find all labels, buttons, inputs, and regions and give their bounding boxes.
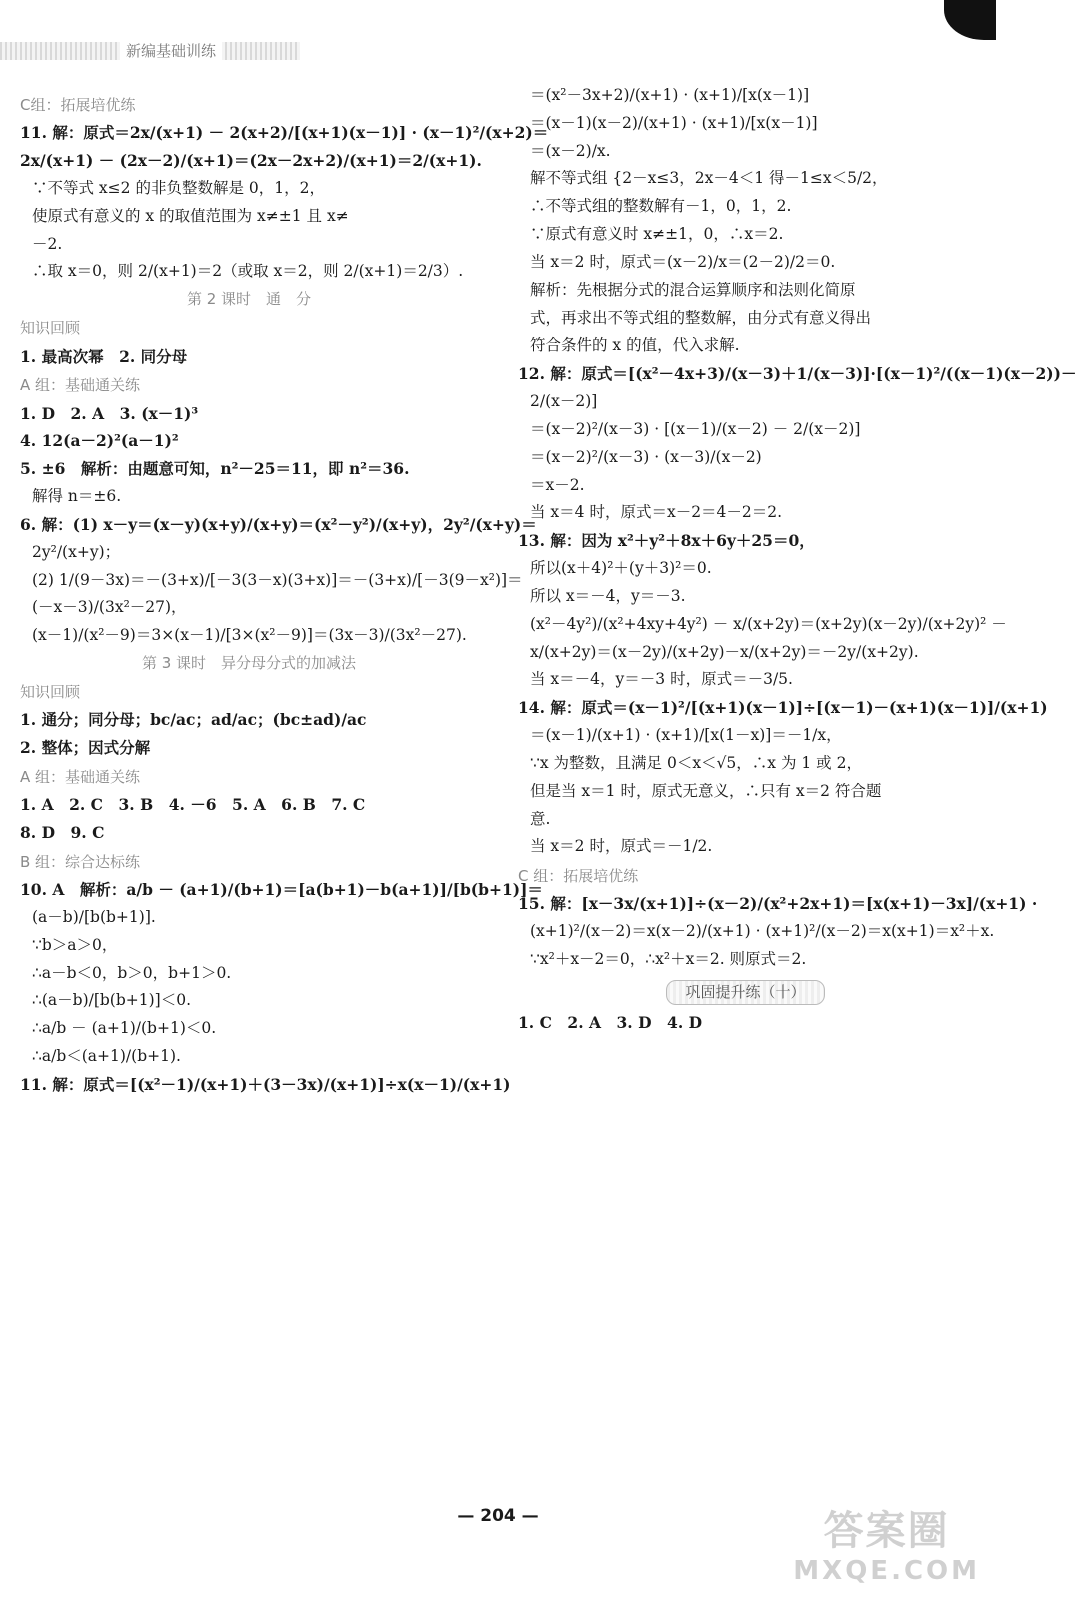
page-header <box>0 36 996 70</box>
answer-line: 1. C 2. A 3. D 4. D <box>518 1013 703 1033</box>
solution-line: 所以 x＝－4，y＝－3. <box>530 586 686 605</box>
answer-line: 11. 解：原式＝2x/(x+1) － 2(x+2)/[(x+1)(x－1)] · (x－1)²/(x+2)＝ <box>20 123 549 143</box>
solution-line: 符合条件的 x 的值，代入求解. <box>530 336 740 355</box>
solution-line: 当 x＝－4，y＝－3 时，原式＝－3/5. <box>530 670 793 689</box>
solution-line: ∴取 x＝0，则 2/(x+1)＝2（或取 x＝2，则 2/(x+1)＝2/3）. <box>32 262 464 281</box>
right-column <box>518 86 1076 1041</box>
left-column <box>20 86 549 1103</box>
solution-line: ＝(x－1)(x－2)/(x+1) · (x+1)/[x(x－1)] <box>530 113 818 132</box>
solution-line: ∴不等式组的整数解有－1，0，1，2. <box>530 197 792 216</box>
section-heading: A 组：基础通关练 <box>20 768 141 787</box>
solution-line: ∵原式有意义时 x≠±1，0，∴x＝2. <box>530 225 784 244</box>
solution-line: 式，再求出不等式组的整数解，由分式有意义得出 <box>530 308 872 327</box>
solution-line: ＝(x－2)²/(x－3) · (x－3)/(x－2) <box>530 447 762 466</box>
header-title: 新编基础训练 <box>120 40 222 61</box>
solution-line: 当 x＝2 时，原式＝(x－2)/x＝(2－2)/2＝0. <box>530 252 836 271</box>
solution-line: ∴a/b＜(a+1)/(b+1). <box>32 1047 181 1066</box>
solution-line: ∴a/b － (a+1)/(b+1)＜0. <box>32 1019 217 1038</box>
answer-line: 4. 12(a－2)²(a－1)² <box>20 431 179 451</box>
answer-line: 1. 最高次幂 2. 同分母 <box>20 346 188 366</box>
solution-line: ∵b＞a＞0， <box>32 935 118 954</box>
solution-line: 但是当 x＝1 时，原式无意义，∴只有 x＝2 符合题 <box>530 781 882 800</box>
solution-line: (－x－3)/(3x²－27)， <box>32 598 187 617</box>
section-heading: 知识回顾 <box>20 319 81 338</box>
solution-line: ＝x－2. <box>530 475 585 494</box>
answer-line: 1. 通分；同分母；bc/ac；ad/ac；(bc±ad)/ac <box>20 710 367 730</box>
consolidation-banner <box>518 980 973 1005</box>
answer-line: 15. 解：[x－3x/(x+1)]÷(x－2)/(x²+2x+1)＝[x(x+1)－3x]/(x+1) · <box>518 894 1038 914</box>
solution-line: 解得 n＝±6. <box>32 487 122 506</box>
answer-line: 14. 解：原式＝(x－1)²/[(x+1)(x－1)]÷[(x－1)－(x+1)(x－1)]/(x+1) <box>518 698 1048 718</box>
answer-line: 5. ±6 解析：由题意可知，n²－25＝11，即 n²＝36. <box>20 459 410 479</box>
solution-line: (2) 1/(9－3x)＝－(3+x)/[－3(3－x)(3+x)]＝－(3+x)/[－3(9－x²)]＝ <box>32 570 523 589</box>
solution-line: (x²－4y²)/(x²+4xy+4y²) － x/(x+2y)＝(x+2y)(x－2y)/(x+2y)² － <box>530 614 1007 633</box>
solution-line: (x－1)/(x²－9)＝3×(x－1)/[3×(x²－9)]＝(3x－3)/(3x²－27). <box>32 626 467 645</box>
answer-line: 11. 解：原式＝[(x²－1)/(x+1)＋(3－3x)/(x+1)]÷x(x－1)/(x+1) <box>20 1074 511 1094</box>
section-heading: A 组：基础通关练 <box>20 376 141 395</box>
solution-line: x/(x+2y)＝(x－2y)/(x+2y)－x/(x+2y)＝－2y/(x+2y). <box>530 642 919 661</box>
section-heading: C 组：拓展培优练 <box>518 867 639 886</box>
solution-line: ＝(x－1)/(x+1) · (x+1)/[x(1－x)]＝－1/x， <box>530 726 842 745</box>
lesson-title: 第 2 课时 通 分 <box>186 290 312 309</box>
watermark-line2: MXQE.COM <box>793 1556 980 1586</box>
solution-line: ∵x 为整数，且满足 0＜x＜√5，∴x 为 1 或 2， <box>530 753 862 772</box>
solution-line: 使原式有意义的 x 的取值范围为 x≠±1 且 x≠ <box>32 206 349 225</box>
lesson-title: 第 3 课时 异分母分式的加减法 <box>141 654 357 672</box>
corner-tab <box>944 0 996 40</box>
section-heading: B 组：综合达标练 <box>20 852 141 871</box>
answer-line: 13. 解：因为 x²＋y²＋8x＋6y＋25＝0， <box>518 531 815 551</box>
solution-line: ＝(x²－3x+2)/(x+1) · (x+1)/[x(x－1)] <box>530 86 810 104</box>
solution-line: ∵不等式 x≤2 的非负整数解是 0，1，2， <box>32 178 325 197</box>
section-heading: C组：拓展培优练 <box>20 96 136 114</box>
answer-line: 2x/(x+1) － (2x－2)/(x+1)＝(2x－2x+2)/(x+1)＝2/(x+1). <box>20 151 482 171</box>
watermark <box>793 1499 980 1586</box>
solution-line: 当 x＝2 时，原式＝－1/2. <box>530 837 713 856</box>
section-heading: 知识回顾 <box>20 683 81 702</box>
answer-line: 1. D 2. A 3. (x－1)³ <box>20 403 199 423</box>
solution-line: ＝(x－2)/x. <box>530 141 611 160</box>
answer-line: 8. D 9. C <box>20 823 105 843</box>
answer-line: 10. A 解析：a/b － (a+1)/(b+1)＝[a(b+1)－b(a+1)]/[b(b+1)]＝ <box>20 880 543 900</box>
solution-line: 解不等式组 {2－x≤3，2x－4＜1 得－1≤x＜5/2， <box>530 169 888 188</box>
solution-line: －2. <box>32 234 63 253</box>
solution-line: ∵x²＋x－2＝0，∴x²＋x＝2. 则原式＝2. <box>530 950 807 969</box>
watermark-line1: 答案圈 <box>823 1508 950 1554</box>
answer-line: 12. 解：原式＝[(x²－4x+3)/(x－3)＋1/(x－3)]·[(x－1)²/((x－1)(x－2))－ <box>518 364 1076 384</box>
answer-line: 1. A 2. C 3. B 4. －6 5. A 6. B 7. C <box>20 795 366 815</box>
consolidation-label: 巩固提升练（十） <box>666 980 824 1005</box>
solution-line: 解析：先根据分式的混合运算顺序和法则化简原 <box>530 280 856 299</box>
solution-line: 2y²/(x+y)； <box>32 542 121 561</box>
solution-line: ∴(a－b)/[b(b+1)]＜0. <box>32 991 192 1010</box>
solution-line: ＝(x－2)²/(x－3) · [(x－1)/(x－2) － 2/(x－2)] <box>530 419 861 438</box>
solution-line: 2/(x－2)] <box>530 392 598 411</box>
solution-line: 意. <box>530 809 551 828</box>
solution-line: (x+1)²/(x－2)＝x(x－2)/(x+1) · (x+1)²/(x－2)＝x(x+1)＝x²＋x. <box>530 922 995 941</box>
solution-line: ∴a－b＜0，b＞0，b+1＞0. <box>32 963 232 982</box>
answer-line: 2. 整体；因式分解 <box>20 738 151 758</box>
solution-line: 当 x＝4 时，原式＝x－2＝4－2＝2. <box>530 503 783 522</box>
page-number: — 204 — <box>457 1506 539 1526</box>
solution-line: (a－b)/[b(b+1)]. <box>32 907 156 926</box>
answer-line: 6. 解：(1) x－y＝(x－y)(x+y)/(x+y)＝(x²－y²)/(x+y)，2y²/(x+y)＝ <box>20 514 537 534</box>
solution-line: 所以(x＋4)²＋(y＋3)²＝0. <box>530 559 712 578</box>
